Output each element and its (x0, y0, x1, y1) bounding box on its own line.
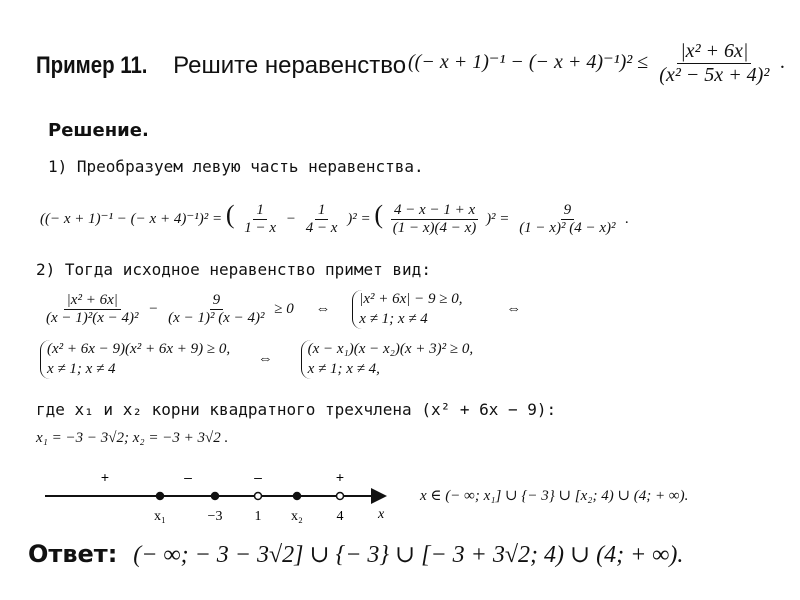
system-3: (x − x₁)(x − x₂)(x + 3)² ≥ 0, x ≠ 1; x ≠ 4, (301, 340, 474, 379)
step1-equation: ((− x + 1)⁻¹ − (− x + 4)⁻¹)² = ( $\frac{1}{1 - x}$ − $\frac{1}{4 - x}$ )² = ( $\frac{4 - x - 1 + x}{(1 - x)(4 - x)}$ )² = $\frac{9}{\text{(1 − x)² (4 − x)²}}$ . (40, 200, 629, 237)
solution-heading: Решение. (48, 120, 149, 141)
point-marker (255, 493, 262, 500)
point-marker (157, 493, 164, 500)
step2-text: 2) Тогда исходное неравенство примет вид: (36, 260, 431, 279)
interval-sign: + (335, 470, 345, 485)
interval-sign: – (184, 470, 192, 485)
solution-set: x ∈ (− ∞; x₁] ∪ {− 3} ∪ [x₂; 4) ∪ (4; + ∞). (420, 488, 689, 504)
step2-equation: $\frac{\text{|x² + 6x|}}{\text{(x − 1)²(x − 4)²}}$ − $\frac{9}{\text{(x − 1)² (x − 4)²}}$ ≥ 0 ⇔ |x² + 6x| − 9 ≥ 0, x ≠ 1; x ≠ 4 ⇔ (40, 290, 521, 329)
problem-inequality: ((− x + 1)⁻¹ − (− x + 4)⁻¹)² ≤ $\frac{\text{|x² + 6x|}}{\text{(x² − 5x + 4)²}}$ . (408, 40, 786, 86)
step1-text: 1) Преобразуем левую часть неравенства. (48, 157, 424, 176)
roots-description: где x₁ и x₂ корни квадратного трехчлена (x² + 6x − 9): (36, 400, 557, 419)
problem-fraction: $\frac{\text{|x² + 6x|}}{\text{(x² − 5x + 4)²}}$ (659, 40, 770, 86)
point-label: −3 (207, 509, 223, 524)
point-label: x₁ (154, 509, 166, 524)
step2-systems: (x² + 6x − 9)(x² + 6x + 9) ≥ 0, x ≠ 1; x ≠ 4 ⇔ (x − x₁)(x − x₂)(x + 3)² ≥ 0, x ≠ 1; x ≠ 4, (40, 340, 473, 379)
answer-label: Ответ: (28, 540, 118, 568)
point-marker (212, 493, 219, 500)
number-line (40, 470, 400, 530)
point-label: 4 (336, 509, 344, 524)
point-label: x₂ (291, 509, 303, 524)
point-marker (337, 493, 344, 500)
point-label: 1 (254, 509, 262, 524)
interval-sign: – (254, 470, 262, 485)
interval-sign: + (100, 470, 110, 485)
axis-label: x (378, 507, 385, 522)
system-1: |x² + 6x| − 9 ≥ 0, x ≠ 1; x ≠ 4 (352, 290, 462, 329)
problem-title (36, 52, 406, 80)
problem-statement: Решите неравенство (173, 52, 407, 79)
system-2: (x² + 6x − 9)(x² + 6x + 9) ≥ 0, x ≠ 1; x ≠ 4 (40, 340, 230, 379)
answer-value: (− ∞; − 3 − 3√2] ∪ {− 3} ∪ [− 3 + 3√2; 4) ∪ (4; + ∞). (133, 542, 684, 568)
point-marker (294, 493, 301, 500)
problem-label: Пример 11. (36, 52, 148, 79)
roots-values: x₁ = −3 − 3√2; x₂ = −3 + 3√2 . (36, 430, 229, 446)
answer-row (28, 540, 683, 569)
